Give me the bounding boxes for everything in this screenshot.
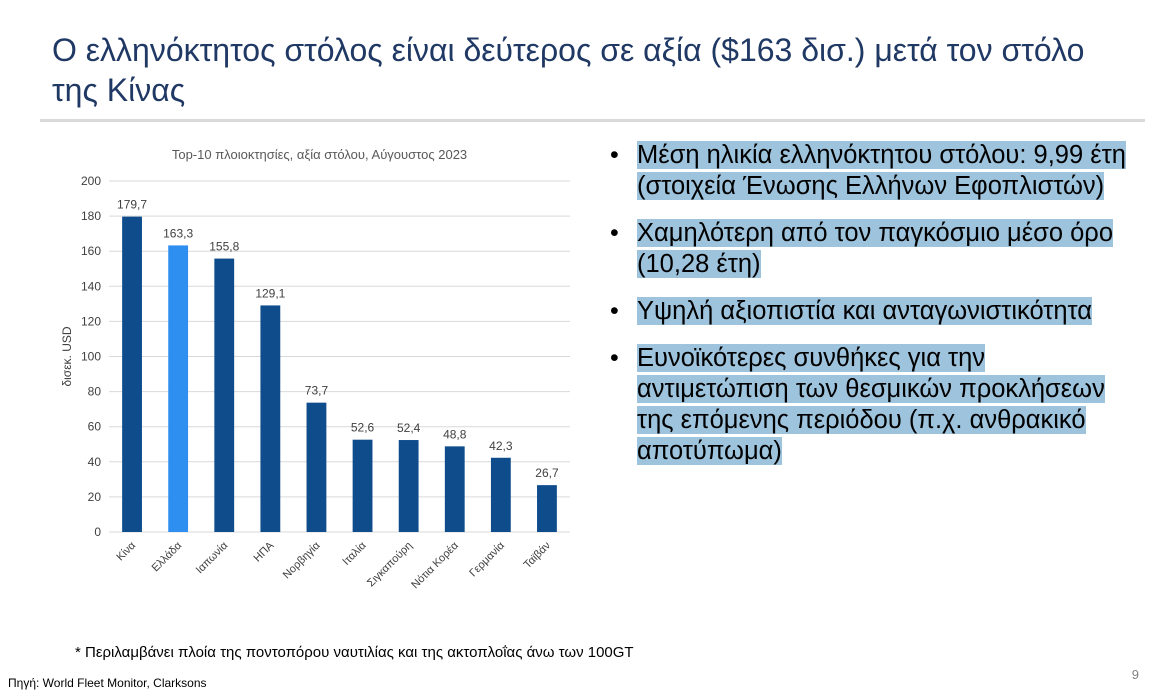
bullet-text: Υψηλή αξιοπιστία και ανταγωνιστικότητα: [637, 297, 1092, 325]
bar: [214, 259, 234, 532]
y-tick-label: 200: [80, 174, 101, 188]
bullet-item: [610, 218, 1140, 280]
x-tick-label: Ελλάδα: [149, 539, 185, 575]
y-tick-label: 20: [87, 489, 101, 504]
x-tick-label: Ιταλία: [340, 539, 369, 568]
title-divider: [40, 119, 1145, 122]
y-tick-label: 140: [80, 279, 101, 294]
bar: [491, 458, 511, 532]
x-tick-label: Σιγκαπούρη: [364, 539, 415, 590]
y-tick-label: 0: [94, 525, 101, 539]
bullet-item: [610, 140, 1140, 202]
y-tick-label: 40: [87, 454, 101, 469]
y-tick-label: 120: [80, 314, 101, 329]
chart-title: Top-10 πλοιοκτησίες, αξία στόλου, Αύγουστος 2023: [171, 147, 468, 162]
bullet-item: [610, 296, 1140, 327]
y-axis-label: δισεκ. USD: [60, 326, 74, 387]
data-label: 129,1: [255, 286, 286, 301]
x-tick-label: Γερμανία: [467, 539, 507, 580]
data-label: 179,7: [117, 197, 148, 212]
chart-svg: [50, 138, 580, 608]
bullet-list: [610, 140, 1140, 483]
footnote: * Περιλαμβάνει πλοία της ποντοπόρου ναυτιλίας και της ακτοπλοΐας άνω των 100GT: [75, 644, 634, 661]
bullet-icon: •: [610, 344, 619, 372]
data-label: 26,7: [535, 466, 559, 481]
data-label: 52,4: [396, 421, 421, 436]
x-tick-label: ΗΠΑ: [251, 539, 277, 565]
bullet-item: [610, 343, 1140, 467]
bar: [399, 440, 419, 532]
data-label: 73,7: [304, 383, 329, 398]
data-label: 155,8: [209, 239, 240, 254]
data-label: 48,8: [443, 427, 467, 442]
source-note: Πηγή: World Fleet Monitor, Clarksons: [8, 676, 207, 690]
fleet-value-chart: [50, 138, 580, 608]
x-tick-label: Ταϊβάν: [521, 539, 554, 572]
data-label: 163,3: [163, 226, 194, 241]
bar: [537, 485, 557, 532]
bullet-text: Ευνοϊκότερες συνθήκες για την αντιμετώπιση των θεσμικών προκλήσεων της επόμενης περιόδου (π.χ. ανθρακικό αποτύπωμα): [637, 344, 1105, 465]
bar: [168, 245, 188, 532]
y-tick-label: 160: [80, 244, 101, 259]
bullet-icon: •: [610, 141, 619, 169]
bullet-icon: •: [610, 297, 619, 325]
slide-title: Ο ελληνόκτητος στόλος είναι δεύτερος σε αξία ($163 δισ.) μετά τον στόλο της Κίνας: [52, 32, 1085, 108]
bar: [307, 403, 327, 532]
bar: [260, 305, 280, 532]
x-tick-label: Κίνα: [114, 539, 139, 564]
y-tick-label: 180: [80, 209, 101, 224]
x-tick-label: Ιαπωνία: [193, 539, 231, 577]
bar: [445, 446, 465, 532]
page-number: 9: [1131, 667, 1139, 682]
y-tick-label: 100: [80, 349, 101, 364]
bullet-text: Μέση ηλικία ελληνόκτητου στόλου: 9,99 έτη (στοιχεία Ένωσης Ελλήνων Εφοπλιστών): [637, 141, 1126, 200]
y-tick-label: 60: [87, 419, 101, 434]
bar: [122, 217, 142, 532]
x-tick-label: Νορβηγία: [280, 539, 323, 582]
y-tick-label: 80: [87, 384, 101, 399]
x-tick-label: Νότια Κορέα: [409, 539, 461, 592]
bar: [353, 440, 373, 532]
bullet-icon: •: [610, 219, 619, 247]
data-label: 42,3: [489, 438, 513, 453]
bullet-text: Χαμηλότερη από τον παγκόσμιο μέσο όρο (10,28 έτη): [637, 219, 1113, 278]
data-label: 52,6: [350, 420, 375, 435]
